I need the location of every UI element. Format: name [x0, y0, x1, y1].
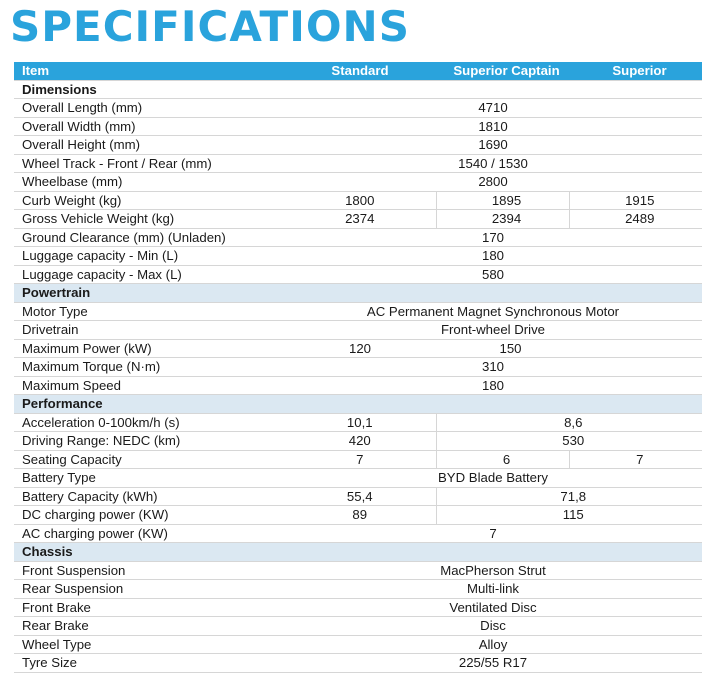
- section-row: [14, 395, 702, 414]
- table-row: [14, 173, 702, 192]
- row-label: Curb Weight (kg): [14, 191, 276, 210]
- table-row: [14, 506, 702, 525]
- row-label: Wheelbase (mm): [14, 173, 276, 192]
- row-value: BYD Blade Battery: [276, 469, 702, 488]
- section-row: [14, 543, 702, 562]
- value-superior-models: 530: [436, 432, 702, 451]
- row-label: Luggage capacity - Max (L): [14, 265, 276, 284]
- table-row: [14, 413, 702, 432]
- table-row: [14, 450, 702, 469]
- row-value: 7: [276, 524, 702, 543]
- value-standard: 1800: [276, 191, 436, 210]
- row-value: Ventilated Disc: [276, 598, 702, 617]
- row-value: 1810: [276, 117, 702, 136]
- table-row: [14, 376, 702, 395]
- table-row: [14, 487, 702, 506]
- table-row: [14, 617, 702, 636]
- row-label: Battery Type: [14, 469, 276, 488]
- value-superior-models: 71,8: [436, 487, 702, 506]
- header-superior-captain: Superior Captain: [436, 62, 569, 80]
- table-row: [14, 524, 702, 543]
- row-value: 180: [276, 247, 702, 266]
- row-label: Front Suspension: [14, 561, 276, 580]
- table-row: [14, 635, 702, 654]
- row-value: Front-wheel Drive: [276, 321, 702, 340]
- table-row: [14, 654, 702, 673]
- value-standard: 2374: [276, 210, 436, 229]
- row-label: Gross Vehicle Weight (kg): [14, 210, 276, 229]
- value-superior-captain: 2394: [436, 210, 569, 229]
- value-superior-captain: 1895: [436, 191, 569, 210]
- row-value: 225/55 R17: [276, 654, 702, 673]
- row-label: Overall Length (mm): [14, 99, 276, 118]
- row-value: 4710: [276, 99, 702, 118]
- value-superior: 2489: [569, 210, 702, 229]
- table-header-row: [14, 62, 702, 80]
- specifications-table: [14, 62, 702, 673]
- value-standard: 7: [276, 450, 436, 469]
- row-label: Ground Clearance (mm) (Unladen): [14, 228, 276, 247]
- table-row: [14, 469, 702, 488]
- section-row: [14, 80, 702, 99]
- row-value: 1690: [276, 136, 702, 155]
- value-standard: 55,4: [276, 487, 436, 506]
- row-value: 170: [276, 228, 702, 247]
- value-superior-models: [436, 339, 702, 358]
- row-value: 580: [276, 265, 702, 284]
- row-label: AC charging power (KW): [14, 524, 276, 543]
- table-row: [14, 99, 702, 118]
- row-label: Luggage capacity - Min (L): [14, 247, 276, 266]
- value-superior: 1915: [569, 191, 702, 210]
- section-performance: Performance: [14, 395, 702, 414]
- row-label: Rear Suspension: [14, 580, 276, 599]
- row-label: Motor Type: [14, 302, 276, 321]
- section-powertrain: Powertrain: [14, 284, 702, 303]
- table-row: [14, 358, 702, 377]
- table-row: [14, 339, 702, 358]
- row-value: AC Permanent Magnet Synchronous Motor: [276, 302, 702, 321]
- row-label: Maximum Torque (N·m): [14, 358, 276, 377]
- table-row: [14, 302, 702, 321]
- table-row: [14, 580, 702, 599]
- value-superior-models: 115: [436, 506, 702, 525]
- row-label: Driving Range: NEDC (km): [14, 432, 276, 451]
- section-chassis: Chassis: [14, 543, 702, 562]
- value-superior-captain: 6: [436, 450, 569, 469]
- row-value: 310: [276, 358, 702, 377]
- row-label: Overall Height (mm): [14, 136, 276, 155]
- table-row: [14, 228, 702, 247]
- row-value: 1540 / 1530: [276, 154, 702, 173]
- page-title: SPECIFICATIONS: [10, 2, 410, 51]
- row-label: Wheel Type: [14, 635, 276, 654]
- row-label: Maximum Power (kW): [14, 339, 276, 358]
- row-label: Battery Capacity (kWh): [14, 487, 276, 506]
- header-superior: Superior: [569, 62, 702, 80]
- value-standard: 10,1: [276, 413, 436, 432]
- table-row: [14, 117, 702, 136]
- table-row: [14, 598, 702, 617]
- section-row: [14, 284, 702, 303]
- value-superior-models-text: 150: [499, 340, 522, 356]
- row-label: Drivetrain: [14, 321, 276, 340]
- row-value: Disc: [276, 617, 702, 636]
- value-superior-models: 8,6: [436, 413, 702, 432]
- row-label: DC charging power (KW): [14, 506, 276, 525]
- table-row: [14, 432, 702, 451]
- section-dimensions: Dimensions: [14, 80, 702, 99]
- header-item: Item: [14, 62, 276, 80]
- table-row: [14, 321, 702, 340]
- value-superior: 7: [569, 450, 702, 469]
- table-row: [14, 561, 702, 580]
- value-standard: 120: [276, 339, 436, 358]
- table-row: [14, 265, 702, 284]
- row-value: 180: [276, 376, 702, 395]
- row-label: Front Brake: [14, 598, 276, 617]
- row-value: Alloy: [276, 635, 702, 654]
- value-standard: 420: [276, 432, 436, 451]
- row-value: MacPherson Strut: [276, 561, 702, 580]
- row-value: Multi-link: [276, 580, 702, 599]
- row-label: Overall Width (mm): [14, 117, 276, 136]
- row-label: Tyre Size: [14, 654, 276, 673]
- row-label: Maximum Speed: [14, 376, 276, 395]
- row-label: Seating Capacity: [14, 450, 276, 469]
- header-standard: Standard: [276, 62, 436, 80]
- row-label: Rear Brake: [14, 617, 276, 636]
- table-row: [14, 210, 702, 229]
- row-label: Acceleration 0-100km/h (s): [14, 413, 276, 432]
- table-row: [14, 136, 702, 155]
- value-standard: 89: [276, 506, 436, 525]
- row-label: Wheel Track - Front / Rear (mm): [14, 154, 276, 173]
- table-row: [14, 247, 702, 266]
- table-row: [14, 191, 702, 210]
- row-value: 2800: [276, 173, 702, 192]
- table-row: [14, 154, 702, 173]
